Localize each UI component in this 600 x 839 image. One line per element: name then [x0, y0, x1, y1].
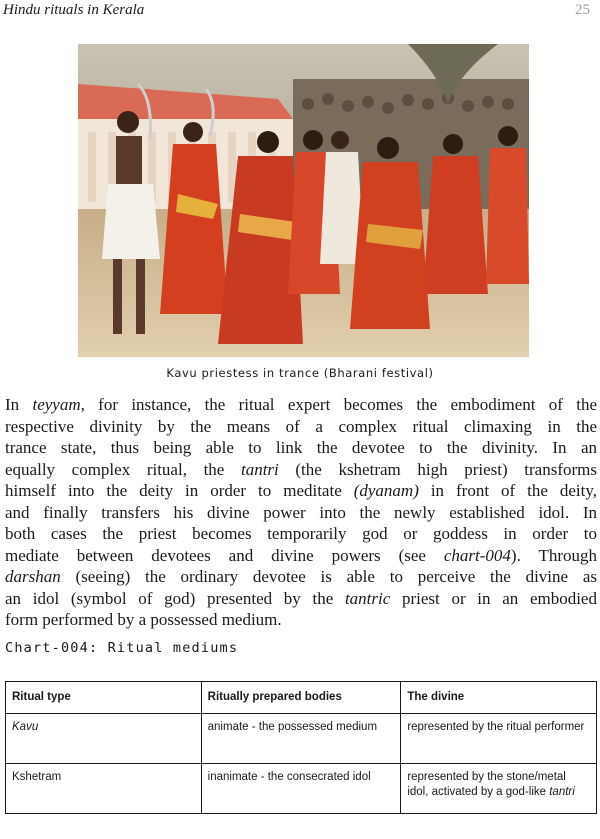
italic-term: chart-004 — [443, 545, 511, 565]
text-line: equally complex ritual, the tantri (the kshetram high priest) transforms — [5, 459, 597, 479]
text-line: both cases the priest becomes temporarily god or goddess in order to — [5, 524, 597, 543]
text-line: respective divinity by the means of a complex ritual climaxing in the — [5, 416, 597, 436]
chart-title: Chart-004: Ritual mediums — [5, 640, 239, 656]
text-line: and finally transfers his divine power into the newly established idol. In — [5, 502, 597, 522]
photo-caption: Kavu priestess in trance (Bharani festival) — [166, 366, 434, 380]
table-header-row — [6, 682, 597, 714]
text-line: In teyyam, for instance, the ritual expert becomes the embodiment of the — [5, 395, 598, 414]
italic-term: teyyam — [32, 395, 81, 414]
text-line: himself into the deity in order to meditate (dyanam) in front of the deity, — [5, 481, 598, 500]
text-line: darshan (seeing) the ordinary devotee is able to perceive the divine as — [5, 567, 597, 586]
text-line: mediate between devotees and divine powers (see chart-004). Through — [5, 545, 597, 565]
festival-photo — [78, 44, 529, 357]
text-line: an idol (symbol of god) presented by the tantric priest or in an embodied — [5, 588, 597, 608]
cell-the-divine: represented by the stone/metal idol, activated by a god-like tantri — [401, 764, 597, 814]
cell-prepared-bodies: animate - the possessed medium — [201, 714, 401, 764]
festival-photo-illustration — [78, 44, 529, 357]
header-prepared-bodies: Ritually prepared bodies — [201, 682, 401, 714]
header-ritual-type: Ritual type — [6, 682, 202, 714]
text-line: trance state, thus being able to link the devotee to the divinity. In an — [5, 438, 597, 457]
italic-term: darshan — [5, 567, 61, 586]
ritual-mediums-table — [5, 681, 597, 814]
cell-ritual-type — [6, 714, 202, 764]
body-paragraph — [5, 394, 597, 631]
table-row — [6, 764, 597, 814]
running-head — [3, 2, 590, 24]
text-line: form performed by a possessed medium. — [5, 610, 282, 629]
cell-prepared-bodies: inanimate - the consecrated idol — [201, 764, 401, 814]
page-number: 25 — [575, 2, 590, 18]
italic-term: tantri — [549, 786, 575, 798]
table-row — [6, 714, 597, 764]
cell-ritual-type: Kshetram — [6, 764, 202, 814]
italic-term: tantri — [240, 459, 279, 479]
italic-term: tantric — [344, 588, 391, 608]
italic-term: Kavu — [12, 721, 39, 733]
running-head-title: Hindu rituals in Kerala — [3, 2, 145, 18]
italic-term: (dyanam) — [353, 481, 419, 500]
cell-the-divine: represented by the ritual performer — [401, 714, 597, 764]
header-the-divine: The divine — [401, 682, 597, 714]
